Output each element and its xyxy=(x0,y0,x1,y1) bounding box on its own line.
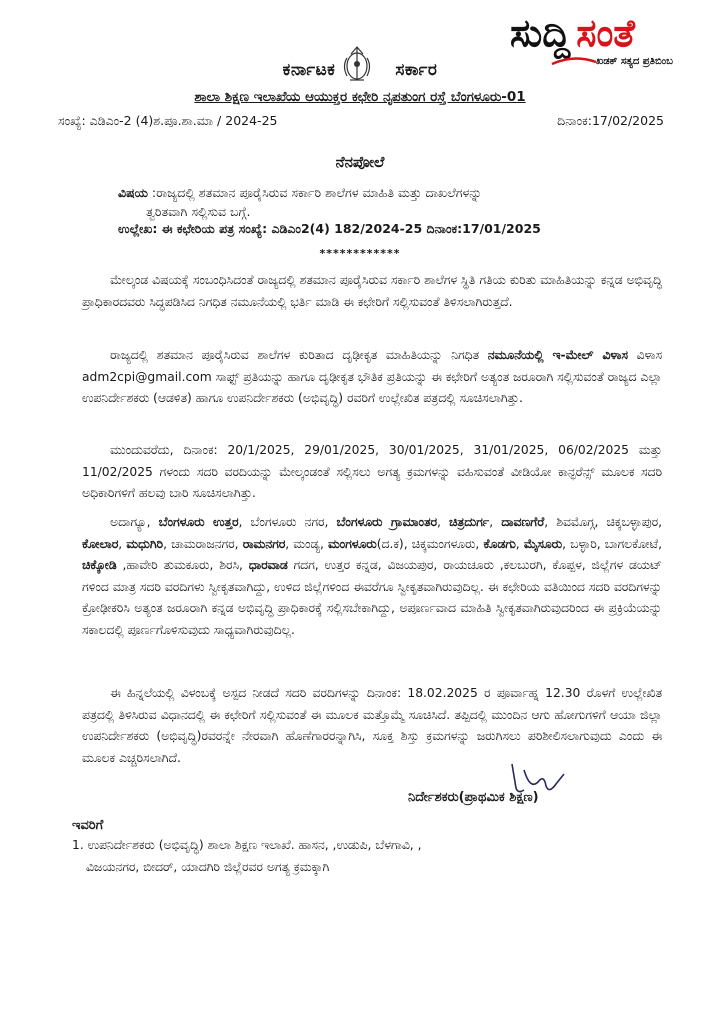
subject-block xyxy=(118,183,638,221)
paragraph-2-part-a: ರಾಜ್ಯದಲ್ಲಿ ಶತಮಾನ ಪೂರೈಸಿರುವ ಶಾಲೆಗಳ ಕುರಿತಾದ ದೃಢೀಕೃತ ಮಾಹಿತಿಯನ್ನು ನಿಗಧಿತ xyxy=(110,348,488,362)
government-heading xyxy=(0,60,720,80)
separator-stars: ************ xyxy=(319,247,401,260)
p4-sep-1: , ಬೆಂಗಳೂರು ನಗರ, xyxy=(238,515,337,529)
gov-heading-left: ಕರ್ನಾಟಕ xyxy=(282,60,336,80)
logo-text-b: ಸಂತೆ xyxy=(576,11,635,55)
district-bengaluru-north: ಬೆಂಗಳೂರು ಉತ್ತರ xyxy=(158,515,239,529)
paragraph-3 xyxy=(82,440,662,505)
district-davanagere: ದಾವಣಗೆರೆ xyxy=(501,515,545,529)
p4-sep-11: ,ಹಾವೇರಿ ತುಮಕೂರು, ಶಿರಸಿ, xyxy=(116,558,249,572)
paragraph-2-bold: ನಮೂನೆಯಲ್ಲಿ ಇ-ಮೇಲ್ ವಿಳಾಸ xyxy=(487,348,628,362)
district-dharwad: ಧಾರವಾಡ xyxy=(248,558,288,572)
reference-line: ಉಲ್ಲೇಖ: ಈ ಕಛೇರಿಯ ಪತ್ರ ಸಂಖ್ಯೆ: ಎಡಿಎಂ2(4) 182/2024-25 ದಿನಾಂಕ:17/01/2025 xyxy=(118,221,541,236)
logo-tagline: ಖಡಕ್ ಸತ್ಯದ ಪ್ರತಿಬಿಂಬ xyxy=(596,56,673,67)
p4-sep-4: , ಶಿವಮೊಗ್ಗ, ಚಿಕ್ಕಬಳ್ಳಾಪುರ, xyxy=(544,515,662,529)
paragraph-5 xyxy=(82,683,662,769)
p4-sep-2: , xyxy=(436,515,449,529)
paragraph-2-part-c: ವಿಳಾಸ adm2cpi@gmail.com ಸಾಫ್ಟ್ ಪ್ರತಿಯನ್ನು ಹಾಗೂ ದೃಢೀಕೃತ ಭೌತಿಕ ಪ್ರತಿಯನ್ನು ಈ ಕಛೇರಿಗೆ ಅತ್ಯಂತ ಜರೂರಾಗಿ ಸಲ್ಲಿಸುವಂತೆ ರಾಜ್ಯದ ಎಲ್ಲಾ ಉಪನಿರ್ದೇಶಕರು (ಆಡಳಿತ) ಹಾಗೂ ಉಪನಿರ್ದೇಶಕರು (ಅಭಿವೃದ್ಧಿ) ರವರಿಗೆ ಉಲ್ಲೇಖಿತ ಪತ್ರದಲ್ಲಿ ಸೂಚಿಸಲಾಗಿತ್ತು. xyxy=(82,348,662,405)
p4-sep-9: , xyxy=(515,536,524,551)
p4-sep-3: , xyxy=(489,515,502,529)
recipient-line-1: 1. ಉಪನಿರ್ದೇಶಕರು (ಅಭಿವೃದ್ಧಿ) ಶಾಲಾ ಶಿಕ್ಷಣ ಇಲಾಖೆ. ಹಾಸನ, ,ಉಡುಪಿ, ಬೆಳಗಾವಿ, , xyxy=(72,838,422,852)
subject-line-2: ತ್ವರಿತವಾಗಿ ಸಲ್ಲಿಸುವ ಬಗ್ಗೆ. xyxy=(146,204,251,219)
recipients-label: ಇವರಿಗೆ xyxy=(72,818,104,833)
district-bengaluru-rural: ಬೆಂಗಳೂರು ಗ್ರಾಮಾಂತರ xyxy=(336,515,437,529)
p4-sep-6: , ಚಾಮರಾಜನಗರ, xyxy=(163,536,243,551)
p4-sep-7: , ಮಂಡ್ಯ, xyxy=(285,536,328,551)
district-mangaluru: ಮಂಗಳೂರು xyxy=(327,536,377,551)
letter-date: ದಿನಾಂಕ:17/02/2025 xyxy=(557,113,664,128)
letter-number: ಸಂಖ್ಯೆ: ಎಡಿಎಂ-2 (4)ಶ.ಪೂ.ಶಾ.ಮಾ / 2024-25 xyxy=(58,113,278,128)
p4-sep-8: (ದ.ಕ), ಚಿಕ್ಕಮಂಗಳೂರು, xyxy=(376,536,484,551)
district-chitradurga: ಚಿತ್ರದುರ್ಗ xyxy=(449,515,490,529)
district-kodagu: ಕೊಡಗು xyxy=(483,536,516,551)
paragraph-1-text: ಮೇಲ್ಕಂಡ ವಿಷಯಕ್ಕೆ ಸಂಬಂಧಿಸಿದಂತೆ ರಾಜ್ಯದಲ್ಲಿ ಶತಮಾನ ಪೂರೈಸಿರುವ ಸರ್ಕಾರಿ ಶಾಲೆಗಳ ಸ್ಥಿತಿ ಗತಿಯ ಕುರಿತು ಮಾಹಿತಿಯನ್ನು ಕನ್ನಡ ಅಭಿವೃದ್ಧಿ ಪ್ರಾಧಿಕಾರದವರು ಸಿದ್ಧಪಡಿಸಿದ ನಿಗಧಿತ ನಮೂನೆಯಲ್ಲಿ ಭರ್ತಿ ಮಾಡಿ ಈ ಕಛೇರಿಗೆ ಸಲ್ಲಿಸುವಂತೆ ತಿಳಿಸಲಾಗಿರುತ್ತದೆ. xyxy=(82,273,662,309)
paragraph-3-text: ಮುಂದುವರೆದು, ದಿನಾಂಕ: 20/1/2025, 29/01/2025, 30/01/2025, 31/01/2025, 06/02/2025 ಮತ್ತು 11/02/2025 ಗಳಂದು ಸದರಿ ವರದಿಯನ್ನು ಮೇಲ್ಕಂಡಂತೆ ಸಲ್ಲಿಸಲು ಅಗತ್ಯ ಕ್ರಮಗಳನ್ನು ವಹಿಸುವಂತೆ ವೀಡಿಯೋ ಕಾನ್ಫರೆನ್ಸ್ ಮೂಲಕ ಸದರಿ ಅಧಿಕಾರಿಗಳಿಗೆ ಹಲವು ಬಾರಿ ಸೂಚಿಸಲಾಗಿತ್ತು. xyxy=(82,443,662,500)
district-kolar: ಕೋಲಾರ xyxy=(82,536,119,551)
office-address: ಶಾಲಾ ಶಿಕ್ಷಣ ಇಲಾಖೆಯ ಆಯುಕ್ತರ ಕಛೇರಿ ನೃಪತುಂಗ ರಸ್ತೆ ಬೆಂಗಳೂರು-01 xyxy=(194,89,526,105)
subject-label: ವಿಷಯ xyxy=(118,185,148,200)
paragraph-5-text: ಈ ಹಿನ್ನಲೆಯಲ್ಲಿ ವಿಳಂಬಕ್ಕೆ ಅಸ್ಪದ ನೀಡದೆ ಸದರಿ ವರದಿಗಳನ್ನು ದಿನಾಂಕ: 18.02.2025 ರ ಪೂರ್ವಾಹ್ನ 12.30 ರೊಳಗೆ ಉಲ್ಲೇಖಿತ ಪತ್ರದಲ್ಲಿ ತಿಳಿಸಿರುವ ವಿಧಾನದಲ್ಲಿ ಈ ಕಛೇರಿಗೆ ಸಲ್ಲಿಸುವಂತೆ ಈ ಮೂಲಕ ಮತ್ತೊಮ್ಮೆ ಸೂಚಿಸಿದೆ. ತಪ್ಪಿದಲ್ಲಿ ಮುಂದಿನ ಆಗು ಹೋಗುಗಳಿಗೆ ಆಯಾ ಜಿಲ್ಲಾ ಉಪನಿರ್ದೇಶಕರು (ಅಭಿವೃದ್ಧಿ)ರವರನ್ನೇ ನೇರವಾಗಿ ಹೊಣೆಗಾರರನ್ನಾಗಿಸಿ, ಸೂಕ್ತ ಶಿಸ್ತು ಕ್ರಮಗಳನ್ನು ಜರುಗಿಸಲು ಪರಿಶೀಲಿಸಲಾಗುವುದು ಎಂದು ಈ ಮೂಲಕ ಎಚ್ಚರಿಸಲಾಗಿದೆ. xyxy=(82,686,662,765)
subject-line-1: :ರಾಜ್ಯದಲ್ಲಿ ಶತಮಾನ ಪೂರೈಸಿರುವ ಸರ್ಕಾರಿ ಶಾಲೆಗಳ ಮಾಹಿತಿ ಮತ್ತು ದಾಖಲೆಗಳನ್ನು xyxy=(147,185,482,200)
p4-sep-5: , xyxy=(118,536,127,551)
p4-sep-10: , ಬಳ್ಳಾರಿ, ಬಾಗಲಕೋಟೆ, xyxy=(562,536,662,551)
paragraph-4-rest: ಗದಗ, ಉತ್ತರ ಕನ್ನಡ, ವಿಜಯಪುರ, ರಾಯಚೂರು ,ಕಲಬುರಗಿ, ಕೊಪ್ಪಳ, ಜಿಲ್ಲೆಗಳ ಡಯಟ್ ಗಳಿಂದ ಮಾತ್ರ ಸದರಿ ವರದಿಗಳು ಸ್ವೀಕೃತವಾಗಿದ್ದು, ಉಳಿದ ಜಿಲ್ಲೆಗಳಿಂದ ಈವರೆಗೂ ಸ್ವೀಕೃತವಾಗಿರುವುದಿಲ್ಲ. ಈ ಕಛೇರಿಯ ವತಿಯಿಂದ ಸದರಿ ವರದಿಗಳನ್ನು ಕ್ರೋಢೀಕರಿಸಿ ಅತ್ಯಂತ ಜರೂರಾಗಿ ಕನ್ನಡ ಅಭಿವೃದ್ಧಿ ಪ್ರಾಧಿಕಾರಕ್ಕೆ ಸಲ್ಲಿಸಬೇಕಾಗಿದ್ದು, ಅಪೂರ್ಣವಾದ ಮಾಹಿತಿ ಸ್ವೀಕೃತವಾಗಿರುವುದರಿಂದ ಈ ಪ್ರಕ್ರಿಯೆಯನ್ನು ಸಕಾಲದಲ್ಲಿ ಪೂರ್ಣಗೊಳಿಸುವುದು ಸಾಧ್ಯವಾಗಿರುವುದಿಲ್ಲ. xyxy=(82,558,662,637)
gov-heading-right: ಸರ್ಕಾರ xyxy=(395,60,438,80)
signatory-title: ನಿರ್ದೇಶಕರು(ಪ್ರಾಥಮಿಕ ಶಿಕ್ಷಣ) xyxy=(408,790,539,805)
district-ramanagara: ರಾಮನಗರ xyxy=(242,536,286,551)
paragraph-4-intro: ಅದಾಗ್ಯೂ, xyxy=(110,515,159,529)
paragraph-4 xyxy=(82,512,662,641)
recipient-line-2: ವಿಜಯನಗರ, ಬೀದರ್, ಯಾದಗಿರಿ ಜಿಲ್ಲೆರವರ ಅಗತ್ಯ ಕ್ರಮಕ್ಕಾಗಿ xyxy=(86,860,330,874)
paragraph-1 xyxy=(82,270,662,313)
paragraph-2 xyxy=(82,345,662,410)
district-chikkodi: ಚಿಕ್ಕೋಡಿ xyxy=(82,558,117,572)
district-madhugiri: ಮಧುಗಿರಿ xyxy=(126,536,164,551)
district-mysuru: ಮೈಸೂರು xyxy=(523,536,563,551)
memo-title: ನೆನಪೋಲೆ xyxy=(335,153,385,171)
logo-text-a: ಸುದ್ದಿ xyxy=(510,11,571,55)
